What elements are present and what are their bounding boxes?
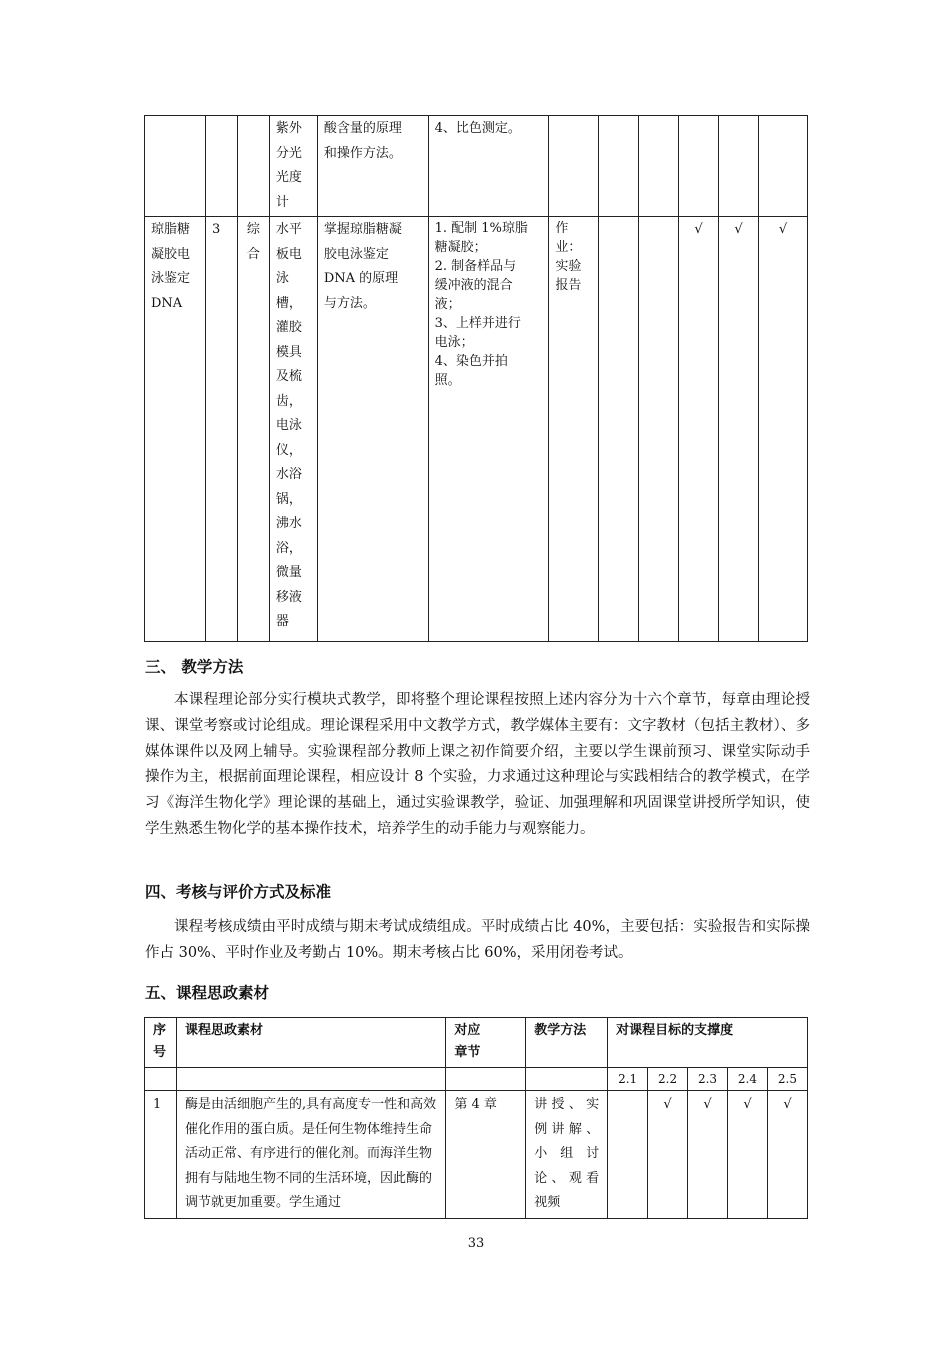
table-cell: [145, 1068, 177, 1091]
table-cell: [145, 116, 206, 217]
equipment-cell: 紫外 分光 光度 计: [269, 116, 317, 217]
goal-header: 2.3: [688, 1068, 728, 1091]
table-subheader-row: [145, 1068, 808, 1091]
material-cell: 酶是由活细胞产生的,具有高度专一性和高效催化作用的蛋白质。是任何生物体维持生命活动正常、有序进行的催化剂。而海洋生物拥有与陆地生物不同的生活环境，因此酶的调节就更加重要。学生通过: [176, 1091, 445, 1219]
experiment-table: [144, 115, 808, 642]
goal-cell: √: [758, 217, 807, 642]
table-cell: [176, 1068, 445, 1091]
goal-header: 2.2: [648, 1068, 688, 1091]
mark-cell: √: [648, 1091, 688, 1219]
mark-cell: √: [688, 1091, 728, 1219]
header-support: 对课程目标的支撑度: [608, 1018, 808, 1068]
page-number: 33: [467, 1236, 485, 1251]
goal-header: 2.4: [728, 1068, 768, 1091]
table-cell: [237, 116, 269, 217]
section-paragraph: 课程考核成绩由平时成绩与期末考试成绩组成。平时成绩占比 40%，主要包括：实验报告和实际操作占 30%、平时作业及考勤占 10%。期末考核占比 60%，采用闭卷考试。: [145, 919, 810, 961]
seq-cell: 1: [145, 1091, 177, 1219]
section-paragraph: 本课程理论部分实行模块式教学，即将整个理论课程按照上述内容分为十六个章节，每章由理论授课、课堂考察或讨论组成。理论课程采用中文教学方式，教学媒体主要有：文字教材（包括主教材）、多媒体课件以及网上辅导。实验课程部分教师上课之初作简要介绍，主要以学生课前预习、课堂实际动手操作为主，根据前面理论课程，相应设计 8 个实验，力求通过这种理论与实践相结合的教学模式，在学习《海洋生物化学》理论课的基础上，通过实验课教学，验证、加强理解和巩固课堂讲授所学知识，使学生熟悉生物化学的基本操作技术，培养学生的动手能力与观察能力。: [145, 692, 810, 837]
header-method: 教学方法: [526, 1018, 608, 1068]
header-material: 课程思政素材: [176, 1018, 445, 1068]
hours-cell: 3: [205, 217, 237, 642]
section-heading: 五、课程思政素材: [145, 984, 270, 1002]
assessment-cell: 作 业： 实验 报告: [549, 217, 599, 642]
aim-cell: 酸含量的原理 和操作方法。: [317, 116, 428, 217]
goal-header: 2.1: [608, 1068, 648, 1091]
equipment-cell: 水平 板电 泳 槽， 灌胶 模具 及梳 齿， 电泳 仪， 水浴 锅， 沸水 浴， 微量 移液 器: [269, 217, 317, 642]
chapter-cell: 第 4 章: [446, 1091, 526, 1219]
ideology-table: [144, 1017, 808, 1219]
table-cell: [599, 116, 639, 217]
goal-cell: [639, 217, 679, 642]
mark-cell: [608, 1091, 648, 1219]
section-heading: 四、考核与评价方式及标准: [145, 883, 332, 901]
table-cell: [549, 116, 599, 217]
goal-header: 2.5: [767, 1068, 807, 1091]
table-header-row: [145, 1018, 808, 1068]
section-heading: 三、 教学方法: [145, 658, 244, 676]
table-row: [145, 217, 808, 642]
table-row: [145, 1091, 808, 1219]
mark-cell: √: [767, 1091, 807, 1219]
table-cell: [639, 116, 679, 217]
table-cell: [719, 116, 759, 217]
aim-cell: 掌握琼脂糖凝 胶电泳鉴定 DNA 的原理 与方法。: [317, 217, 428, 642]
table-cell: [205, 116, 237, 217]
steps-cell: 1. 配制 1%琼脂 糖凝胶； 2. 制备样品与 缓冲液的混合 液； 3、上样并进行 电泳； 4、染色并拍 照。: [428, 217, 549, 642]
method-cell: 讲授、实例讲解、小组讨论、观看视频: [526, 1091, 608, 1219]
experiment-name-cell: 琼脂糖 凝胶电 泳鉴定 DNA: [145, 217, 206, 642]
header-chapter: 对应 章节: [446, 1018, 526, 1068]
goal-cell: √: [679, 217, 719, 642]
goal-cell: [599, 217, 639, 642]
goal-cell: √: [719, 217, 759, 642]
type-cell: 综 合: [237, 217, 269, 642]
header-seq: 序 号: [145, 1018, 177, 1068]
table-cell: [679, 116, 719, 217]
table-cell: [758, 116, 807, 217]
mark-cell: √: [728, 1091, 768, 1219]
steps-cell: 4、比色测定。: [428, 116, 549, 217]
table-cell: [446, 1068, 526, 1091]
table-cell: [526, 1068, 608, 1091]
table-row: [145, 116, 808, 217]
